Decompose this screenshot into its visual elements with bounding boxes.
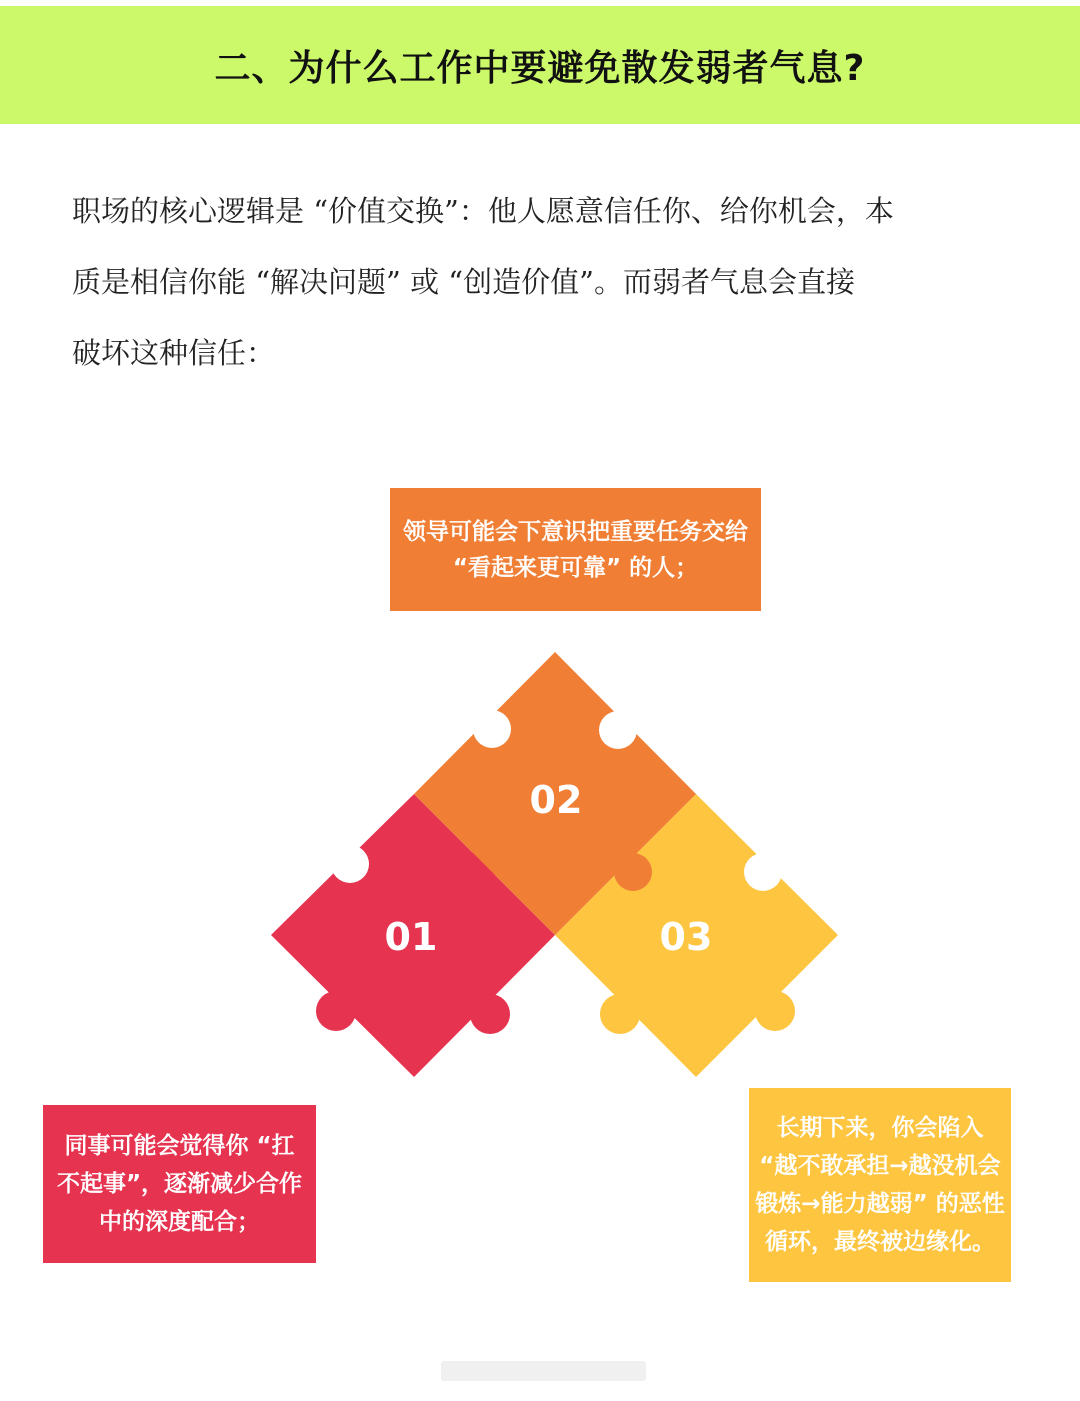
page-title: 二、为什么工作中要避免散发弱者气息? [214, 47, 866, 89]
callout-03 [749, 1088, 1011, 1282]
intro-line-2: 质是相信你能 “解决问题” 或 “创造价值”。而弱者气息会直接 [72, 265, 855, 299]
callout-03-text: 长期下来，你会陷入 “越不敢承担→越没机会锻炼→能力越弱” 的恶性循环，最终被边缘化。 [755, 1115, 1005, 1255]
watermark-bar [441, 1361, 646, 1381]
piece-01-number: 01 [384, 915, 438, 959]
callout-01 [43, 1105, 316, 1263]
intro-line-1: 职场的核心逻辑是 “价值交换”：他人愿意信任你、给你机会，本 [72, 194, 894, 228]
piece-03-number: 03 [659, 915, 713, 959]
piece-02-number: 02 [529, 778, 583, 822]
callout-01-text: 同事可能会觉得你 “扛不起事”，逐渐减少合作中的深度配合； [56, 1133, 303, 1235]
callout-02-text: 领导可能会下意识把重要任务交给 “看起来更可靠” 的人； [403, 518, 748, 581]
intro-line-3: 破坏这种信任： [72, 336, 276, 370]
